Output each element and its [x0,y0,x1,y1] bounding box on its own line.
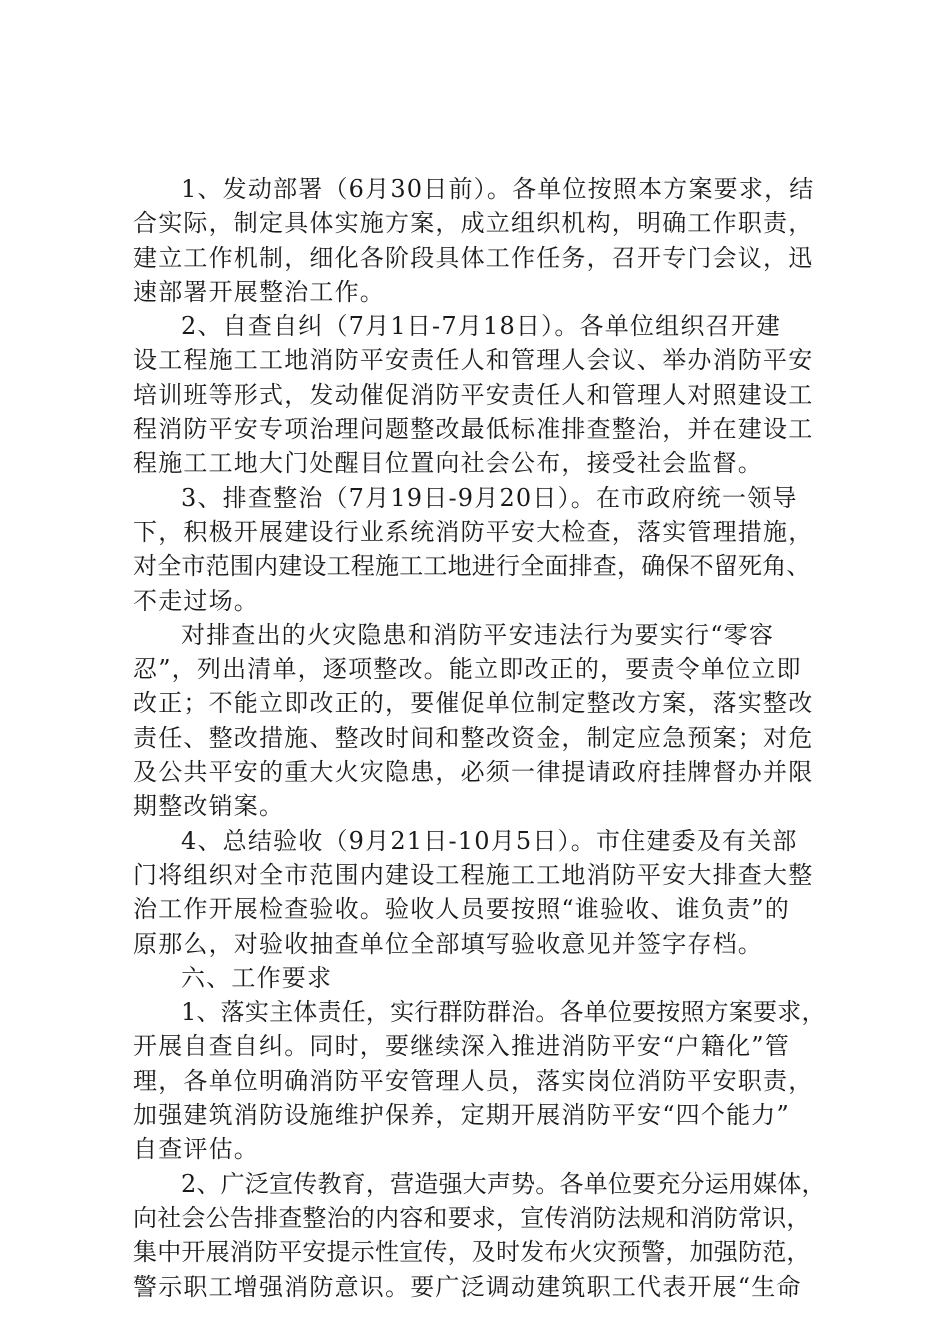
text-line: 合实际，制定具体实施方案，成立组织机构，明确工作职责， [133,209,814,238]
text-line: 速部署开展整治工作。 [133,277,385,306]
text-line: 期整改销案。 [133,792,285,821]
text-line: 建立工作机制，细化各阶段具体工作任务，召开专门会议，迅 [133,243,814,272]
text-line: 理，各单位明确消防平安管理人员，落实岗位消防平安职责， [133,1066,814,1095]
text-line: 向社会公告排查整治的内容和要求，宣传消防法规和消防常识， [133,1203,811,1232]
text-line: 不走过场。 [133,586,259,615]
text-line: 忍”，列出清单，逐项整改。能立即改正的，要责令单位立即 [133,655,802,684]
text-line: 集中开展消防平安提示性宣传，及时发布火灾预警，加强防范， [133,1238,811,1267]
text-line: 责任、整改措施、整改时间和整改资金，制定应急预案；对危 [133,723,814,752]
text-line: 自查评估。 [133,1135,259,1164]
text-line: 下，积极开展建设行业系统消防平安大检查，落实管理措施， [133,517,814,546]
text-line: 警示职工增强消防意识。要广泛调动建筑职工代表开展“生命 [133,1272,802,1301]
text-line: 加强建筑消防设施维护保养，定期开展消防平安“四个能力” [133,1101,790,1130]
text-line: 2、广泛宣传教育，营造强大声势。各单位要充分运用媒体， [181,1169,826,1198]
text-line: 程消防平安专项治理问题整改最低标准排查整治，并在建设工 [133,415,814,444]
text-line: 1、发动部署（6月30日前）。各单位按照本方案要求，结 [181,175,815,203]
text-line: 4、总结验收（9月21日-10月5日）。市住建委及有关部 [181,826,798,855]
text-line: 对全市范围内建设工程施工工地进行全面排查，确保不留死角、 [133,552,811,581]
section-heading: 六、工作要求 [181,963,333,992]
text-line: 对排查出的火灾隐患和消防平安违法行为要实行“零容 [181,620,775,649]
text-line: 改正；不能立即改正的，要催促单位制定整改方案，落实整改 [133,689,814,718]
text-line: 1、落实主体责任，实行群防群治。各单位要按照方案要求， [181,998,826,1027]
text-line: 原那么，对验收抽查单位全部填写验收意见并签字存档。 [133,929,763,958]
text-line: 开展自查自纠。同时，要继续深入推进消防平安“户籍化”管 [133,1032,790,1061]
text-line: 2、自查自纠（7月1日-7月18日）。各单位组织召开建 [181,312,782,341]
text-line: 设工程施工工地消防平安责任人和管理人会议、举办消防平安 [133,346,814,375]
text-line: 3、排查整治（7月19日-9月20日）。在市政府统一领导 [181,483,798,512]
text-line: 培训班等形式，发动催促消防平安责任人和管理人对照建设工 [133,380,814,409]
text-line: 及公共平安的重大火灾隐患，必须一律提请政府挂牌督办并限 [133,758,814,787]
text-line: 程施工工地大门处醒目位置向社会公布，接受社会监督。 [133,449,763,478]
text-line: 治工作开展检查验收。验收人员要按照“谁验收、谁负责”的 [133,895,790,924]
text-line: 门将组织对全市范围内建设工程施工工地消防平安大排查大整 [133,860,814,889]
document-body [133,172,833,1304]
